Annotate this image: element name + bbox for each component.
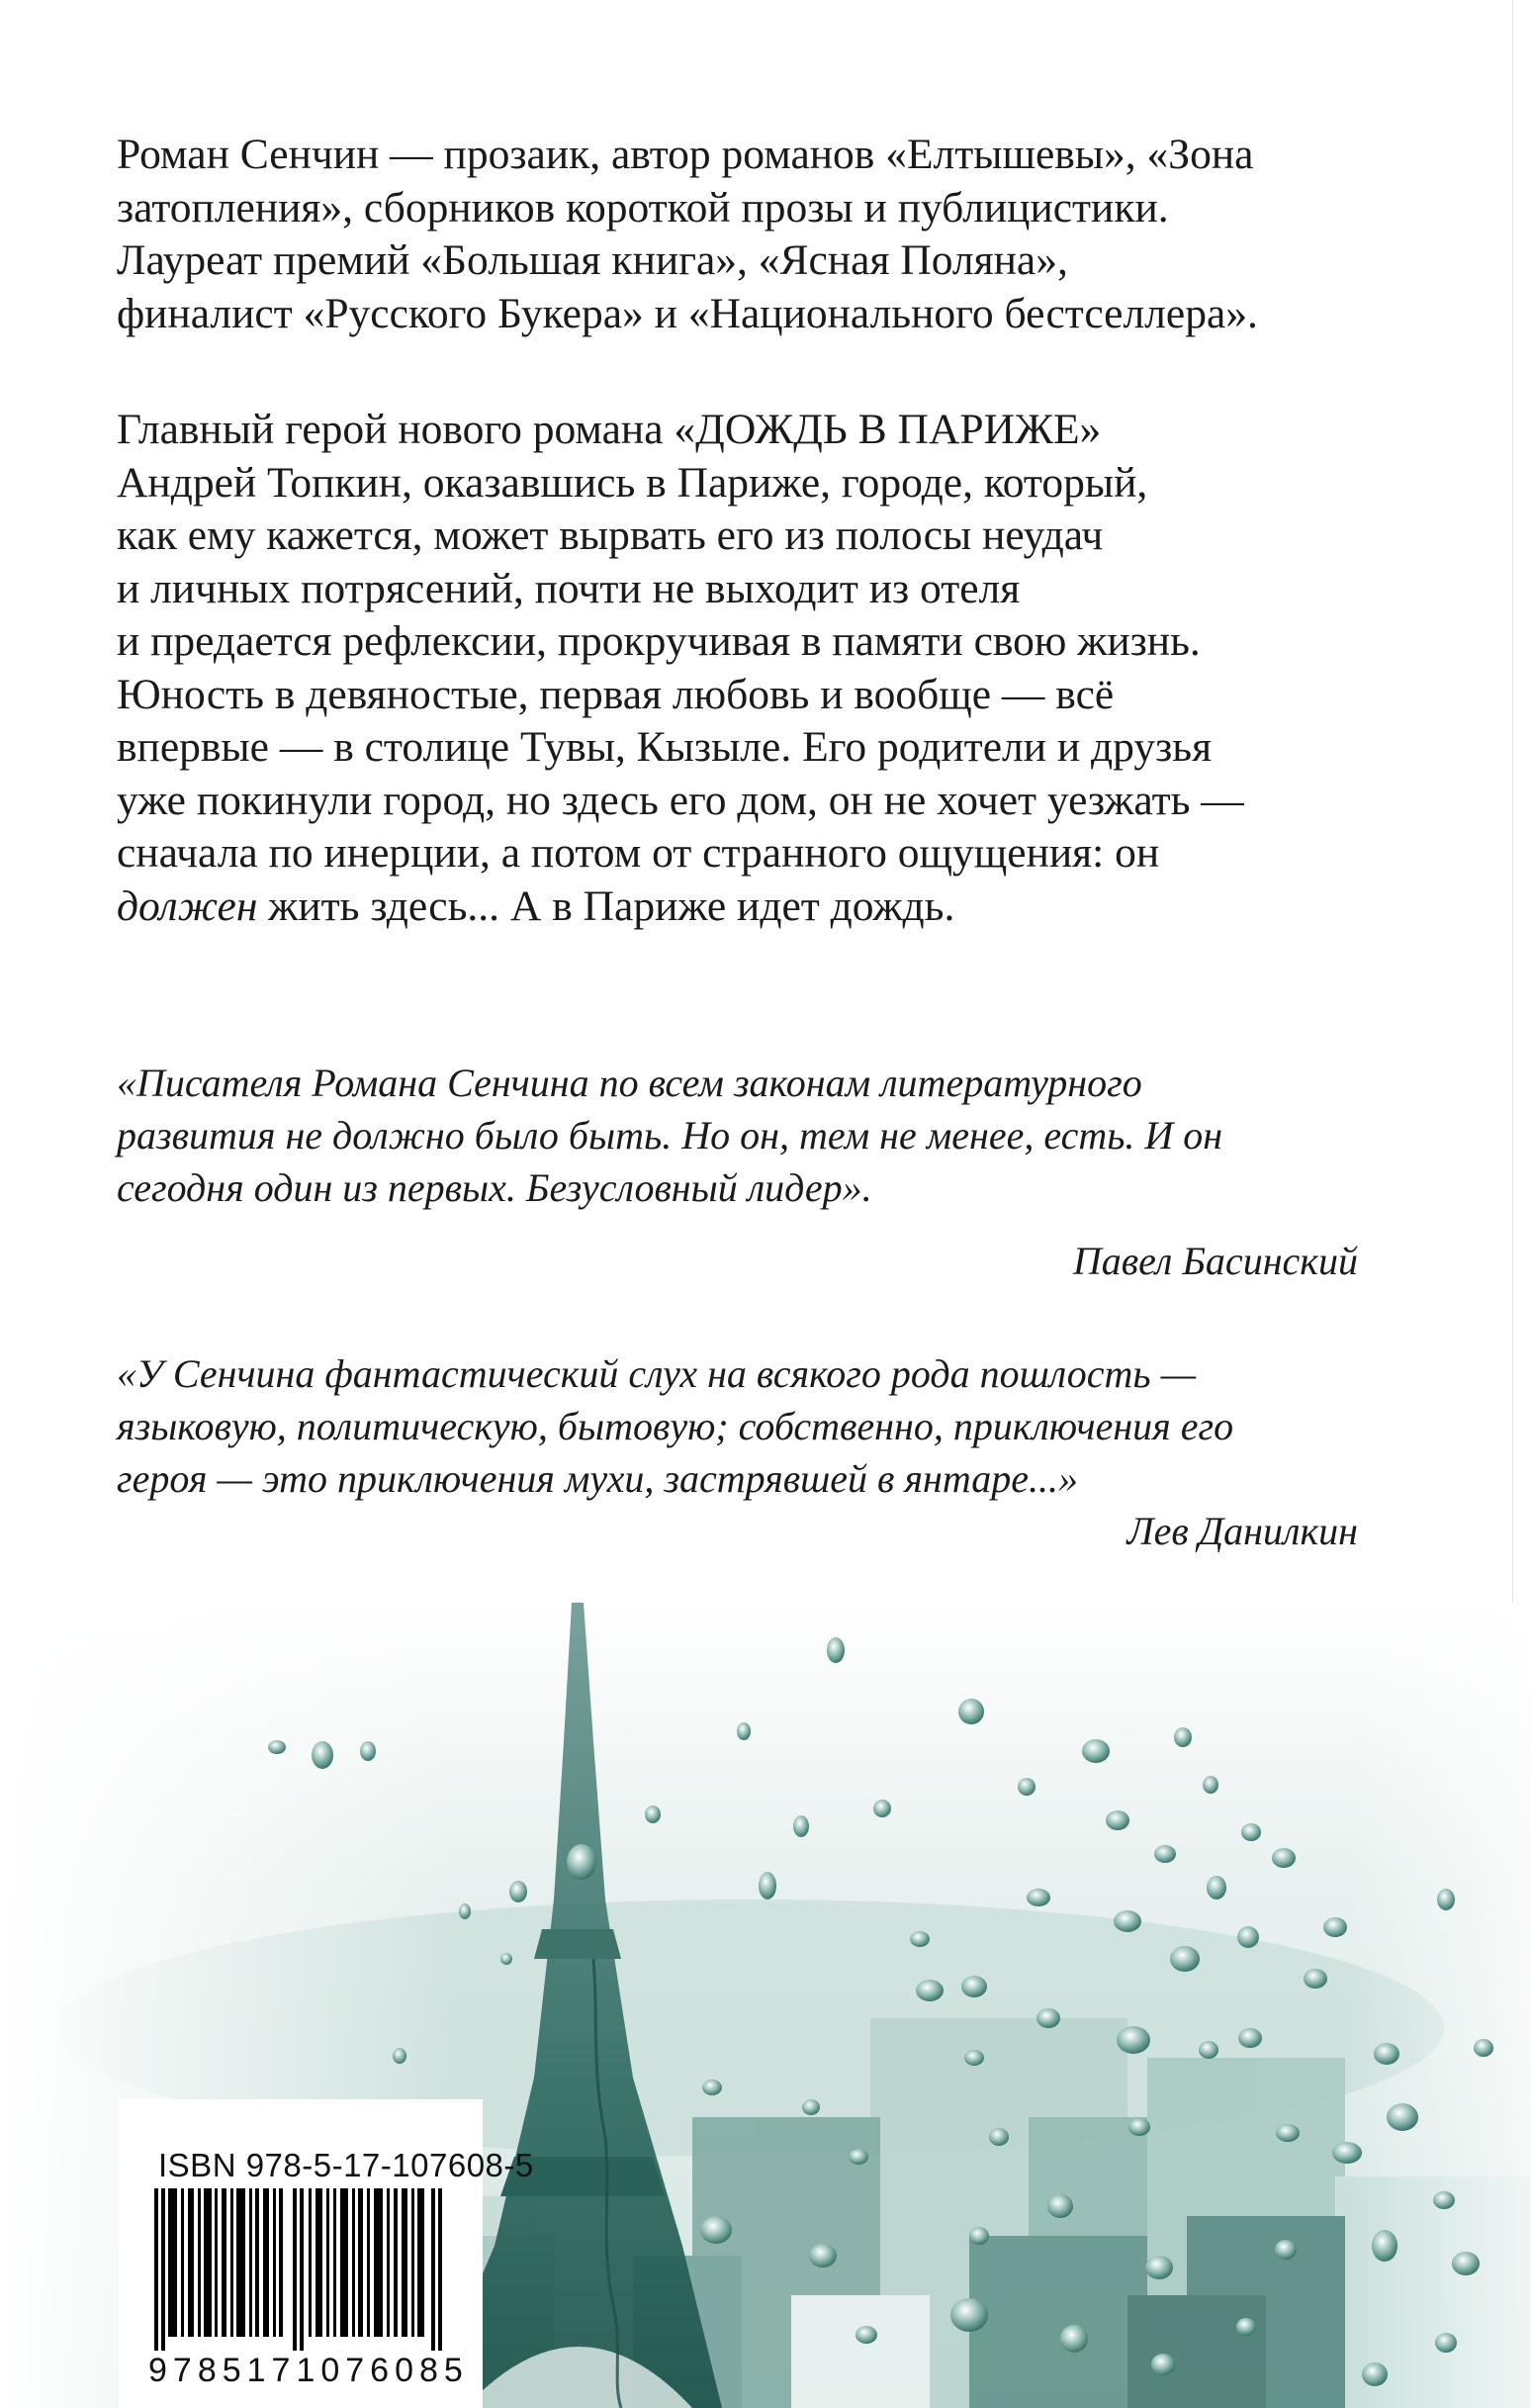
quote-author-danilkin: Лев Данилкин <box>1126 1509 1358 1553</box>
text-line: и предается рефлексии, прокручивая в памяти свою жизнь. <box>117 617 1201 665</box>
text-line: Лауреат премий «Большая книга», «Ясная Поляна», <box>117 236 1068 284</box>
quote-line: развития не должно было быть. Но он, тем не менее, есть. И он <box>117 1113 1223 1158</box>
text-line: уже покинули город, но здесь его дом, он не хочет уезжать — <box>117 776 1244 824</box>
review-quote-basinsky <box>117 1057 1363 1214</box>
text-line: впервые — в столице Тувы, Кызыле. Его родители и друзья <box>117 723 1213 771</box>
author-bio <box>117 129 1402 340</box>
text-line-last <box>117 880 1402 934</box>
text-line: и личных потрясений, почти не выходит из отеля <box>117 564 1021 612</box>
text-line: как ему кажется, может вырвать его из полосы неудач <box>117 511 1104 559</box>
quote-author-basinsky: Павел Басинский <box>1072 1239 1358 1283</box>
quote-line: языковую, политическую, бытовую; собственно, приключения его <box>117 1404 1234 1448</box>
quote-line: сегодня один из первых. Безусловный лидер». <box>117 1165 872 1210</box>
text-line: сначала по инерции, а потом от странного ощущения: он <box>117 829 1160 877</box>
text-line-rest: жить здесь... А в Париже идет дождь. <box>257 881 955 930</box>
quote-line: «Писателя Романа Сенчина по всем законам литературного <box>117 1061 1142 1105</box>
quote-line: героя — это приключения мухи, застрявшей в янтаре...» <box>117 1456 1078 1501</box>
barcode-panel <box>119 2099 534 2408</box>
text-line: Андрей Топкин, оказавшись в Париже, городе, который, <box>117 458 1148 507</box>
quote-line: «У Сенчина фантастический слух на всякого рода пошлость — <box>117 1351 1197 1396</box>
emphasis-word: должен <box>117 881 258 930</box>
text-line: финалист «Русского Букера» и «Национального бестселлера». <box>117 289 1258 337</box>
text-line: Юность в девяностые, первая любовь и вообще — всё <box>117 670 1115 718</box>
text-line: Роман Сенчин — прозаик, автор романов «Елтышевы», «Зона <box>117 131 1254 178</box>
barcode-bars <box>154 2188 451 2351</box>
text-line: затопления», сборников короткой прозы и публицистики. <box>117 183 1169 232</box>
review-quote-danilkin <box>117 1347 1363 1505</box>
text-line: Главный герой нового романа «ДОЖДЬ В ПАРИЖЕ» <box>117 406 1102 453</box>
barcode-number: 9785171076085 <box>148 2352 469 2389</box>
book-synopsis <box>117 404 1402 933</box>
isbn-label: ISBN 978-5-17-107608-5 <box>158 2147 534 2183</box>
